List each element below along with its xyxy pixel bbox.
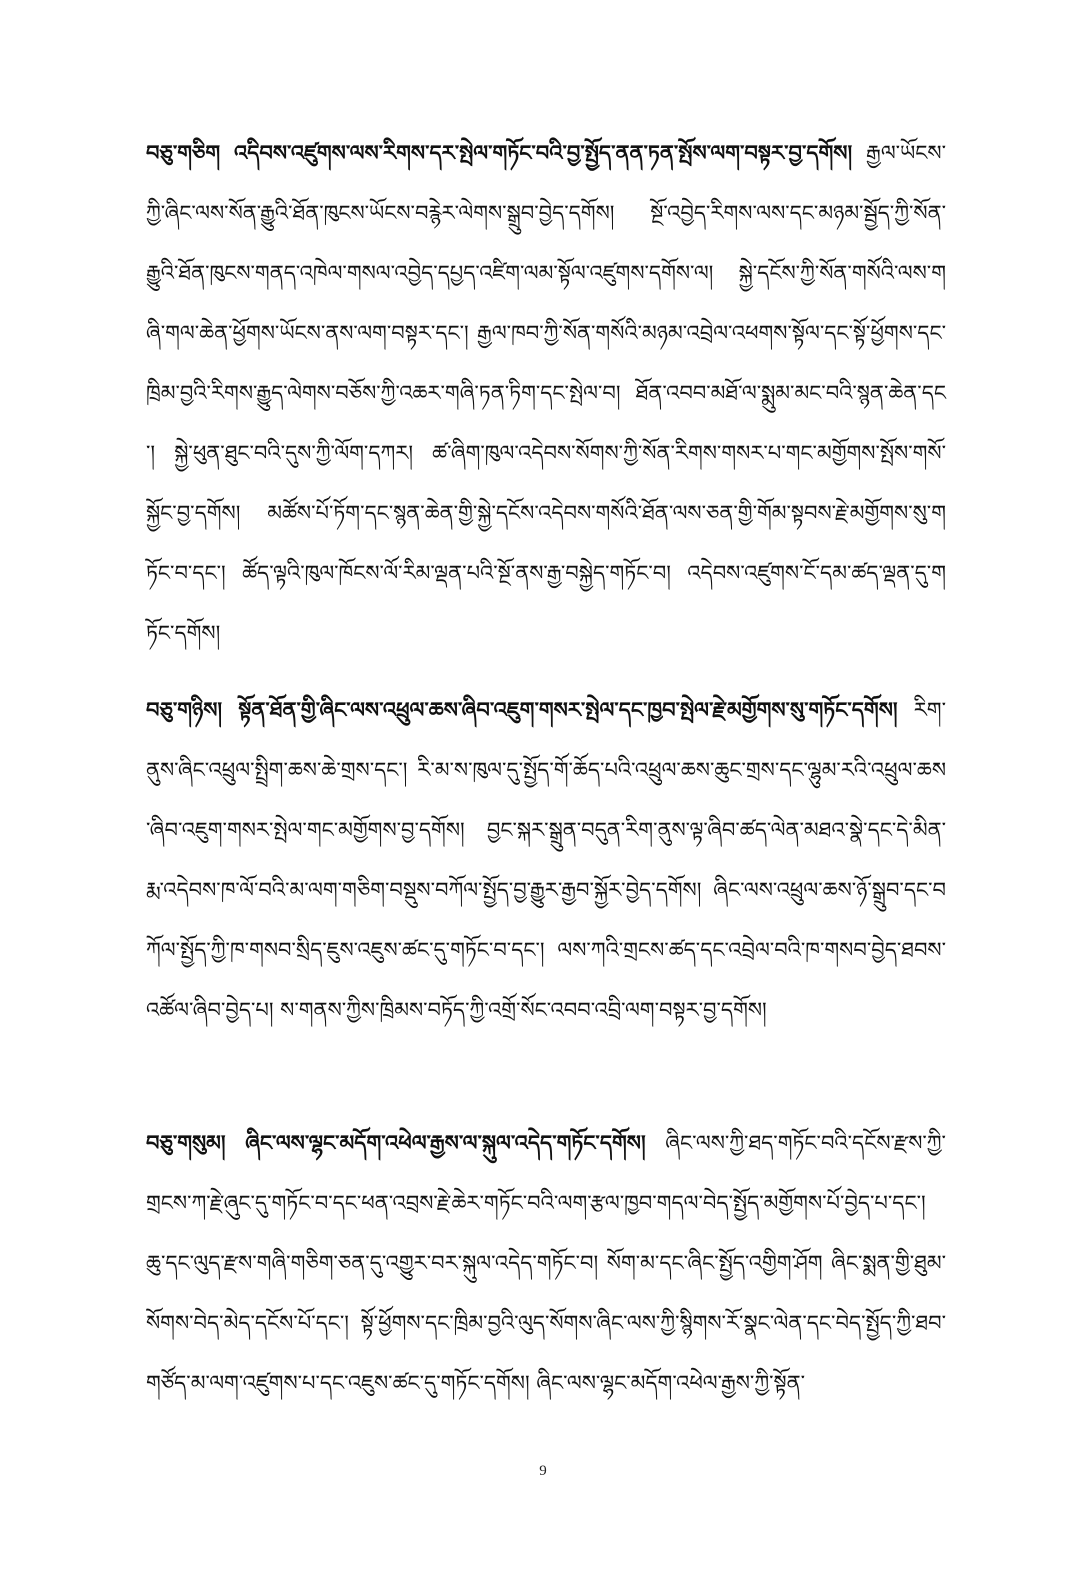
section-heading: ཞིང་ལས་ལྷང་མདོག་འཕེལ་རྒྱས་ལ་སྐུལ་འདེད་གཏོང་དགོས། [245,1130,646,1155]
section-paragraph [146,680,946,1040]
section-11 [146,123,946,663]
section-number: བཅུ་གཉིས། [146,697,223,722]
page-number: 9 [539,1463,547,1479]
section-body: རྒྱལ་ཡོངས་ཀྱི་ཞིང་ལས་སོན་རྒྱུའི་ཐོན་ཁུངས་ཡོངས་བརྙེར་ལེགས་སྒྲུབ་བྱེད་དགོས། སྔོ་འབྱེད་རིགས་ལས་དང་མཉམ་སྦྱོད་ཀྱི་སོན་རྒྱུའི་ཐོན་ཁུངས་གནད་འཁེལ་གསལ་འབྱེད་དཔྱད་འཛིག་ལམ་སྟོལ་འཛུགས་དགོས་ལ། སྐྱེ་དངོས་ཀྱི་སོན་གསོའི་ལས་གཞི་གལ་ཆེན་ཕྱོགས་ཡོངས་ནས་ལག་བསྟར་དང་། རྒྱལ་ཁབ་ཀྱི་སོན་གསོའི་མཉམ་འབྲེལ་འཕགས་སྟོལ་དང་སྟོ་ཕྱོགས་དང་ཁྲིམ་བྱའི་རིགས་རྒྱུད་ལེགས་བཅོས་ཀྱི་འཆར་གཞི་ཏན་ཏིག་དང་སྤེལ་བ། ཐོན་འབབ་མཐོ་ལ་སྨུམ་མང་བའི་སྙན་ཆེན་དང་། སྐྱེ་ཕུན་ཐུང་བའི་དུས་ཀྱི་ལོག་དཀར། ཚ་ཞིག་ཁུལ་འདེབས་སོགས་ཀྱི་སོན་རིགས་གསར་པ་གང་མགྱོགས་སྤོས་གསོ་སྐྱོང་བྱ་དགོས། མཚོས་པོ་ཏོག་དང་སྙན་ཆེན་གྱི་སྐྱེ་དངོས་འདེབས་གསོའི་ཐོན་ལས་ཅན་གྱི་གོམ་སྟབས་རྗེ་མགྱོགས་སུ་གཏོང་བ་དང་། ཚོད་ལྟའི་ཁུལ་ཁོངས་ལོ་རིམ་ལྡན་པའི་སྔོ་ནས་རྒྱ་བསྐྱེད་གཏོང་བ། འདེབས་འཛུགས་ངོ་དམ་ཚད་ལྡན་དུ་གཏོང་དགོས། [146,141,946,645]
section-number: བཅུ་གཅིག [146,140,221,165]
section-body: རིག་ནུས་ཞིང་འཕྲུལ་སྤྲིག་ཆས་ཆེ་གྲས་དང་། རི་མ་ས་ཁུལ་དུ་སྤྱོད་གོ་ཆོད་པའི་འཕྲུལ་ཆས་ཆུང་གྲས་དང་ལྷུམ་རའི་འཕྲུལ་ཆས་ཞིབ་འཇུག་གསར་སྤེལ་གང་མགྱོགས་བྱ་དགོས། བྱང་སྐར་སྒྲུན་བདུན་རིག་ནུས་ལྟ་ཞིབ་ཚད་ལེན་མཐའ་སྣེ་དང་དེ་མིན་རྨ་འདེབས་ཁ་ལོ་བའི་མ་ལག་གཅིག་བསྡུས་བཀོལ་སྤྱོད་བྱ་རྒྱུར་རྒྱབ་སྐྱོར་བྱེད་དགོས། ཞིང་ལས་འཕྲུལ་ཆས་ཉོ་སྒྲུབ་དང་བཀོལ་སྤྱོད་ཀྱི་ཁ་གསབ་སྲིད་ཇུས་འཇུས་ཚང་དུ་གཏོང་བ་དང་། ལས་ཀའི་གྲངས་ཚད་དང་འབྲེལ་བའི་ཁ་གསབ་བྱེད་ཐབས་འཚོལ་ཞིབ་བྱེད་པ། ས་གནས་ཀྱིས་ཁྲིམས་བཏོད་ཀྱི་འགྲོ་སོང་འབབ་འབྲི་ལག་བསྟར་བྱ་དགོས། [146,698,946,1022]
section-12 [146,680,946,1040]
section-paragraph [146,123,946,663]
section-paragraph [146,1113,946,1413]
section-body: ཞིང་ལས་ཀྱི་ཐད་གཏོང་བའི་དངོས་རྫས་ཀྱི་གྲངས་ཀ་རྗེ་ཞུང་དུ་གཏོང་བ་དང་ཕན་འབྲས་རྗེ་ཆེར་གཏོང་བའི་ལག་རྩལ་ཁྱབ་གདལ་བེད་སྤྱོད་མགྱོགས་པོ་བྱེད་པ་དང་། ཆུ་དང་ལུད་རྫས་གཞི་གཅིག་ཅན་དུ་འགྱུར་བར་སྐུལ་འདེད་གཏོང་བ། སོག་མ་དང་ཞིང་སྤྱོད་འགྱིག་ཤོག ཞིང་སྨན་གྱི་ཐུམ་སོགས་བེད་མེད་དངོས་པོ་དང་། སྟོ་ཕྱོགས་དང་ཁྲིམ་བྱའི་ལུད་སོགས་ཞིང་ལས་ཀྱི་སྙིགས་རོ་སྣང་ལེན་དང་བེད་སྤྱོད་ཀྱི་ཐབ་གཙོད་མ་ལག་འཛུགས་པ་དང་འཇུས་ཚང་དུ་གཏོང་དགོས། ཞིང་ལས་ལྷང་མདོག་འཕེལ་རྒྱས་ཀྱི་སྟོན་ [146,1131,946,1395]
section-number: བཅུ་གསུམ། [146,1130,226,1155]
section-heading: སྟོན་ཐོན་གྱི་ཞིང་ལས་འཕྲུལ་ཆས་ཞིབ་འཇུག་གསར་སྤེལ་དང་ཁྱབ་སྤེལ་རྗེ་མགྱོགས་སུ་གཏོང་དགོས། [238,697,898,722]
section-13 [146,1113,946,1413]
section-heading: འདིབས་འཛུགས་ལས་རིགས་དར་སྤེལ་གཏོང་བའི་བྱ་སྤྱོད་ནན་ཏན་སྤོས་ལག་བསྟར་བྱ་དགོས། [234,140,853,165]
